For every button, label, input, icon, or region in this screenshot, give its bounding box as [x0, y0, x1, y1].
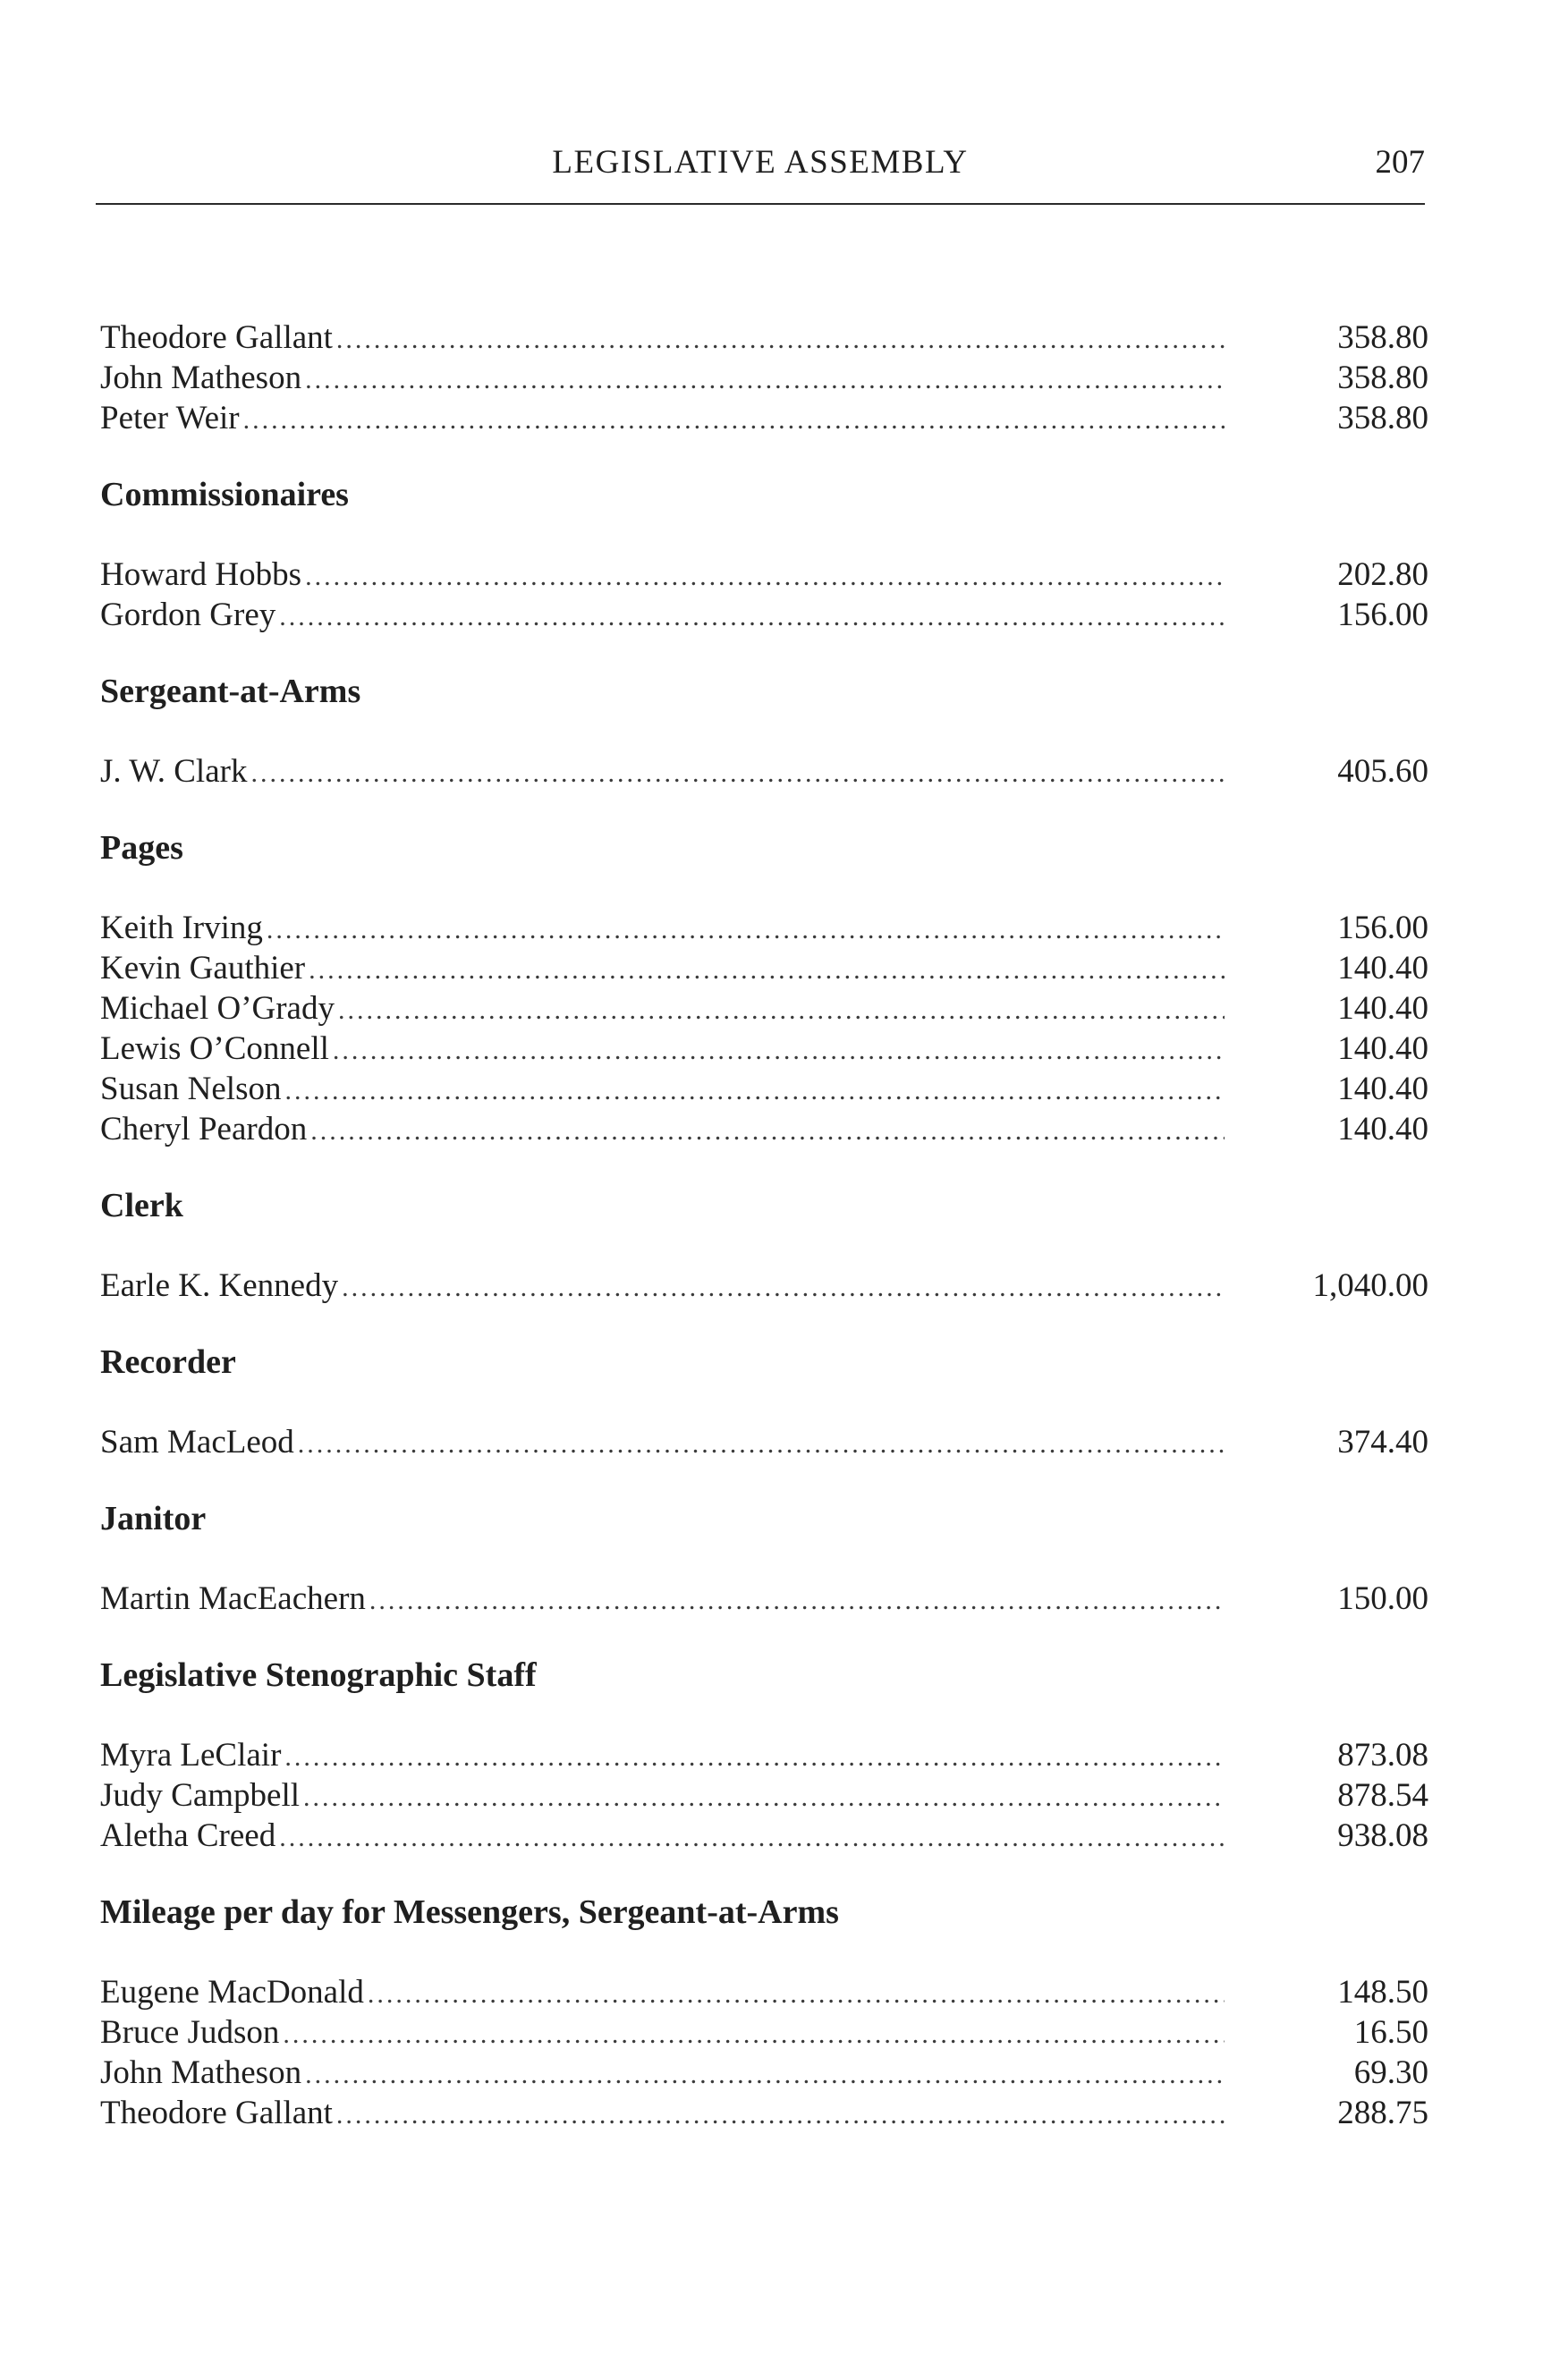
- entry-amount: 140.40: [1337, 1071, 1428, 1107]
- dot-leader: [342, 1267, 1225, 1308]
- list-item: [100, 358, 1428, 398]
- entry-amount: 140.40: [1337, 1111, 1428, 1147]
- entry-list: [100, 318, 1428, 438]
- entry-amount: 873.08: [1337, 1737, 1428, 1774]
- entry-list: [100, 1266, 1428, 1306]
- entry-amount: 358.80: [1337, 360, 1428, 396]
- entry-amount: 405.60: [1337, 753, 1428, 790]
- dot-leader: [279, 597, 1225, 637]
- list-item: [100, 988, 1428, 1029]
- list-item: [100, 1422, 1428, 1462]
- section: [100, 1655, 1428, 1856]
- entry-amount: 156.00: [1337, 910, 1428, 946]
- dot-leader: [305, 2054, 1225, 2095]
- entry-name: John Matheson: [100, 360, 302, 396]
- list-item: [100, 1816, 1428, 1856]
- section-heading: Legislative Stenographic Staff: [100, 1656, 537, 1694]
- list-item: [100, 555, 1428, 595]
- list-item: [100, 1579, 1428, 1619]
- section-heading: Mileage per day for Messengers, Sergeant-at-Arms: [100, 1893, 839, 1931]
- entry-list: [100, 1422, 1428, 1462]
- running-title: LEGISLATIVE ASSEMBLY: [552, 144, 969, 181]
- entry-amount: 374.40: [1337, 1424, 1428, 1461]
- dot-leader: [284, 1737, 1225, 1777]
- dot-leader: [267, 910, 1225, 950]
- dot-leader: [243, 400, 1225, 440]
- dot-leader: [305, 556, 1225, 597]
- payroll-list: [100, 318, 1428, 2133]
- entry-amount: 140.40: [1337, 1030, 1428, 1067]
- dot-leader: [250, 753, 1225, 793]
- entry-amount: 16.50: [1353, 2014, 1428, 2051]
- list-item: [100, 1069, 1428, 1109]
- entry-list: [100, 1579, 1428, 1619]
- section: [100, 474, 1428, 635]
- entry-name: Bruce Judson: [100, 2014, 280, 2051]
- section-heading: Janitor: [100, 1500, 207, 1537]
- list-item: [100, 2012, 1428, 2053]
- section-heading: Pages: [100, 829, 183, 867]
- section-heading: Sergeant-at-Arms: [100, 673, 361, 710]
- dot-leader: [333, 1030, 1225, 1071]
- section-heading: Recorder: [100, 1343, 236, 1381]
- dot-leader: [369, 1580, 1225, 1621]
- list-item: [100, 1109, 1428, 1149]
- entry-amount: 878.54: [1337, 1777, 1428, 1814]
- entry-amount: 140.40: [1337, 990, 1428, 1027]
- entry-amount: 150.00: [1337, 1580, 1428, 1617]
- dot-leader: [310, 1111, 1225, 1151]
- section: [100, 827, 1428, 1149]
- dot-leader: [284, 1071, 1225, 1111]
- entry-name: Martin MacEachern: [100, 1580, 366, 1617]
- list-item: [100, 751, 1428, 792]
- entry-name: Michael O’Grady: [100, 990, 335, 1027]
- list-item: [100, 2093, 1428, 2133]
- entry-name: Earle K. Kennedy: [100, 1267, 339, 1304]
- entry-amount: 358.80: [1337, 319, 1428, 356]
- dot-leader: [283, 2014, 1225, 2054]
- entry-name: Keith Irving: [100, 910, 263, 946]
- entry-name: Eugene MacDonald: [100, 1974, 364, 2011]
- entry-name: Howard Hobbs: [100, 556, 302, 593]
- section: [100, 1185, 1428, 1306]
- entry-name: Susan Nelson: [100, 1071, 282, 1107]
- dot-leader: [298, 1424, 1225, 1464]
- entry-amount: 156.00: [1337, 597, 1428, 633]
- entry-list: [100, 555, 1428, 635]
- entry-name: J. W. Clark: [100, 753, 248, 790]
- list-item: [100, 908, 1428, 948]
- entry-list: [100, 1972, 1428, 2133]
- list-item: [100, 948, 1428, 988]
- list-item: [100, 595, 1428, 635]
- section-heading: Commissionaires: [100, 476, 349, 513]
- entry-amount: 140.40: [1337, 950, 1428, 987]
- entry-amount: 358.80: [1337, 400, 1428, 436]
- section: [100, 1498, 1428, 1619]
- entry-amount: 1,040.00: [1312, 1267, 1428, 1304]
- entry-name: Cheryl Peardon: [100, 1111, 308, 1147]
- section: [100, 318, 1428, 438]
- entry-amount: 938.08: [1337, 1817, 1428, 1854]
- list-item: [100, 1972, 1428, 2012]
- dot-leader: [303, 1777, 1225, 1817]
- section-heading: Clerk: [100, 1187, 183, 1224]
- entry-name: Myra LeClair: [100, 1737, 282, 1774]
- list-item: [100, 1029, 1428, 1069]
- section: [100, 671, 1428, 792]
- dot-leader: [338, 990, 1225, 1030]
- dot-leader: [368, 1974, 1225, 2014]
- entry-name: John Matheson: [100, 2054, 302, 2091]
- dot-leader: [336, 2095, 1225, 2135]
- entry-name: Lewis O’Connell: [100, 1030, 329, 1067]
- entry-name: Theodore Gallant: [100, 319, 333, 356]
- list-item: [100, 1775, 1428, 1816]
- list-item: [100, 2053, 1428, 2093]
- list-item: [100, 1735, 1428, 1775]
- list-item: [100, 318, 1428, 358]
- entry-list: [100, 908, 1428, 1149]
- header-rule: [96, 203, 1425, 205]
- dot-leader: [305, 360, 1225, 400]
- dot-leader: [279, 1817, 1225, 1858]
- dot-leader: [336, 319, 1225, 360]
- entry-name: Judy Campbell: [100, 1777, 301, 1814]
- entry-name: Theodore Gallant: [100, 2095, 333, 2131]
- dot-leader: [309, 950, 1225, 990]
- list-item: [100, 398, 1428, 438]
- running-head: [96, 143, 1425, 197]
- list-item: [100, 1266, 1428, 1306]
- section: [100, 1892, 1428, 2133]
- entry-amount: 202.80: [1337, 556, 1428, 593]
- entry-amount: 69.30: [1353, 2054, 1428, 2091]
- entry-name: Kevin Gauthier: [100, 950, 306, 987]
- entry-amount: 148.50: [1337, 1974, 1428, 2011]
- entry-name: Sam MacLeod: [100, 1424, 294, 1461]
- entry-list: [100, 751, 1428, 792]
- page-number: 207: [1375, 144, 1425, 181]
- entry-amount: 288.75: [1337, 2095, 1428, 2131]
- section: [100, 1342, 1428, 1462]
- entry-list: [100, 1735, 1428, 1856]
- entry-name: Peter Weir: [100, 400, 240, 436]
- entry-name: Aletha Creed: [100, 1817, 276, 1854]
- entry-name: Gordon Grey: [100, 597, 276, 633]
